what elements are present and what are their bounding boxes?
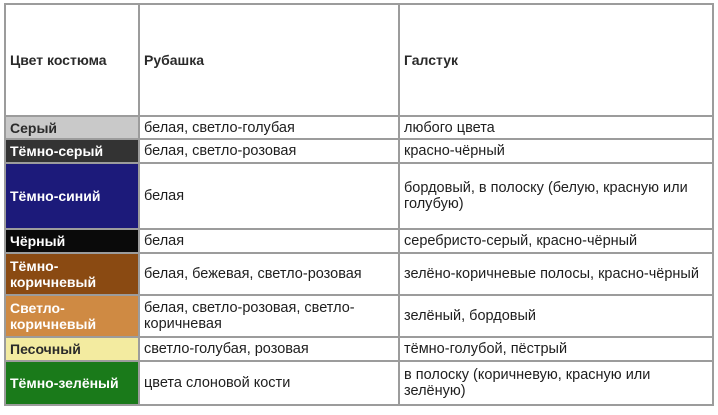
tie-cell: бордовый, в полоску (белую, красную или голубую) (399, 163, 713, 229)
table-row (5, 163, 713, 229)
suit-color-cell: Песочный (5, 337, 139, 361)
table-row (5, 253, 713, 295)
shirt-cell: белая, светло-розовая, светло-коричневая (139, 295, 399, 337)
suit-color-cell: Тёмно-серый (5, 139, 139, 163)
tie-cell: серебристо-серый, красно-чёрный (399, 229, 713, 253)
header-tie: Галстук (399, 4, 713, 116)
header-suit-color: Цвет костюма (5, 4, 139, 116)
tie-cell: тёмно-голубой, пёстрый (399, 337, 713, 361)
header-shirt: Рубашка (139, 4, 399, 116)
suit-color-cell: Тёмно-коричневый (5, 253, 139, 295)
tie-cell: зелёный, бордовый (399, 295, 713, 337)
tie-cell: красно-чёрный (399, 139, 713, 163)
shirt-cell: светло-голубая, розовая (139, 337, 399, 361)
header-row (5, 4, 713, 116)
suit-shirt-tie-table (4, 3, 714, 406)
table-row (5, 116, 713, 139)
suit-color-cell: Серый (5, 116, 139, 139)
tie-cell: зелёно-коричневые полосы, красно-чёрный (399, 253, 713, 295)
suit-color-cell: Тёмно-синий (5, 163, 139, 229)
suit-color-cell: Светло-коричневый (5, 295, 139, 337)
shirt-cell: белая (139, 229, 399, 253)
shirt-cell: цвета слоновой кости (139, 361, 399, 405)
shirt-cell: белая, светло-розовая (139, 139, 399, 163)
tie-cell: в полоску (коричневую, красную или зелёную) (399, 361, 713, 405)
tie-cell: любого цвета (399, 116, 713, 139)
shirt-cell: белая (139, 163, 399, 229)
suit-color-cell: Чёрный (5, 229, 139, 253)
shirt-cell: белая, светло-голубая (139, 116, 399, 139)
table-row (5, 229, 713, 253)
table-row (5, 361, 713, 405)
table-row (5, 139, 713, 163)
suit-color-cell: Тёмно-зелёный (5, 361, 139, 405)
table-row (5, 337, 713, 361)
table-row (5, 295, 713, 337)
shirt-cell: белая, бежевая, светло-розовая (139, 253, 399, 295)
